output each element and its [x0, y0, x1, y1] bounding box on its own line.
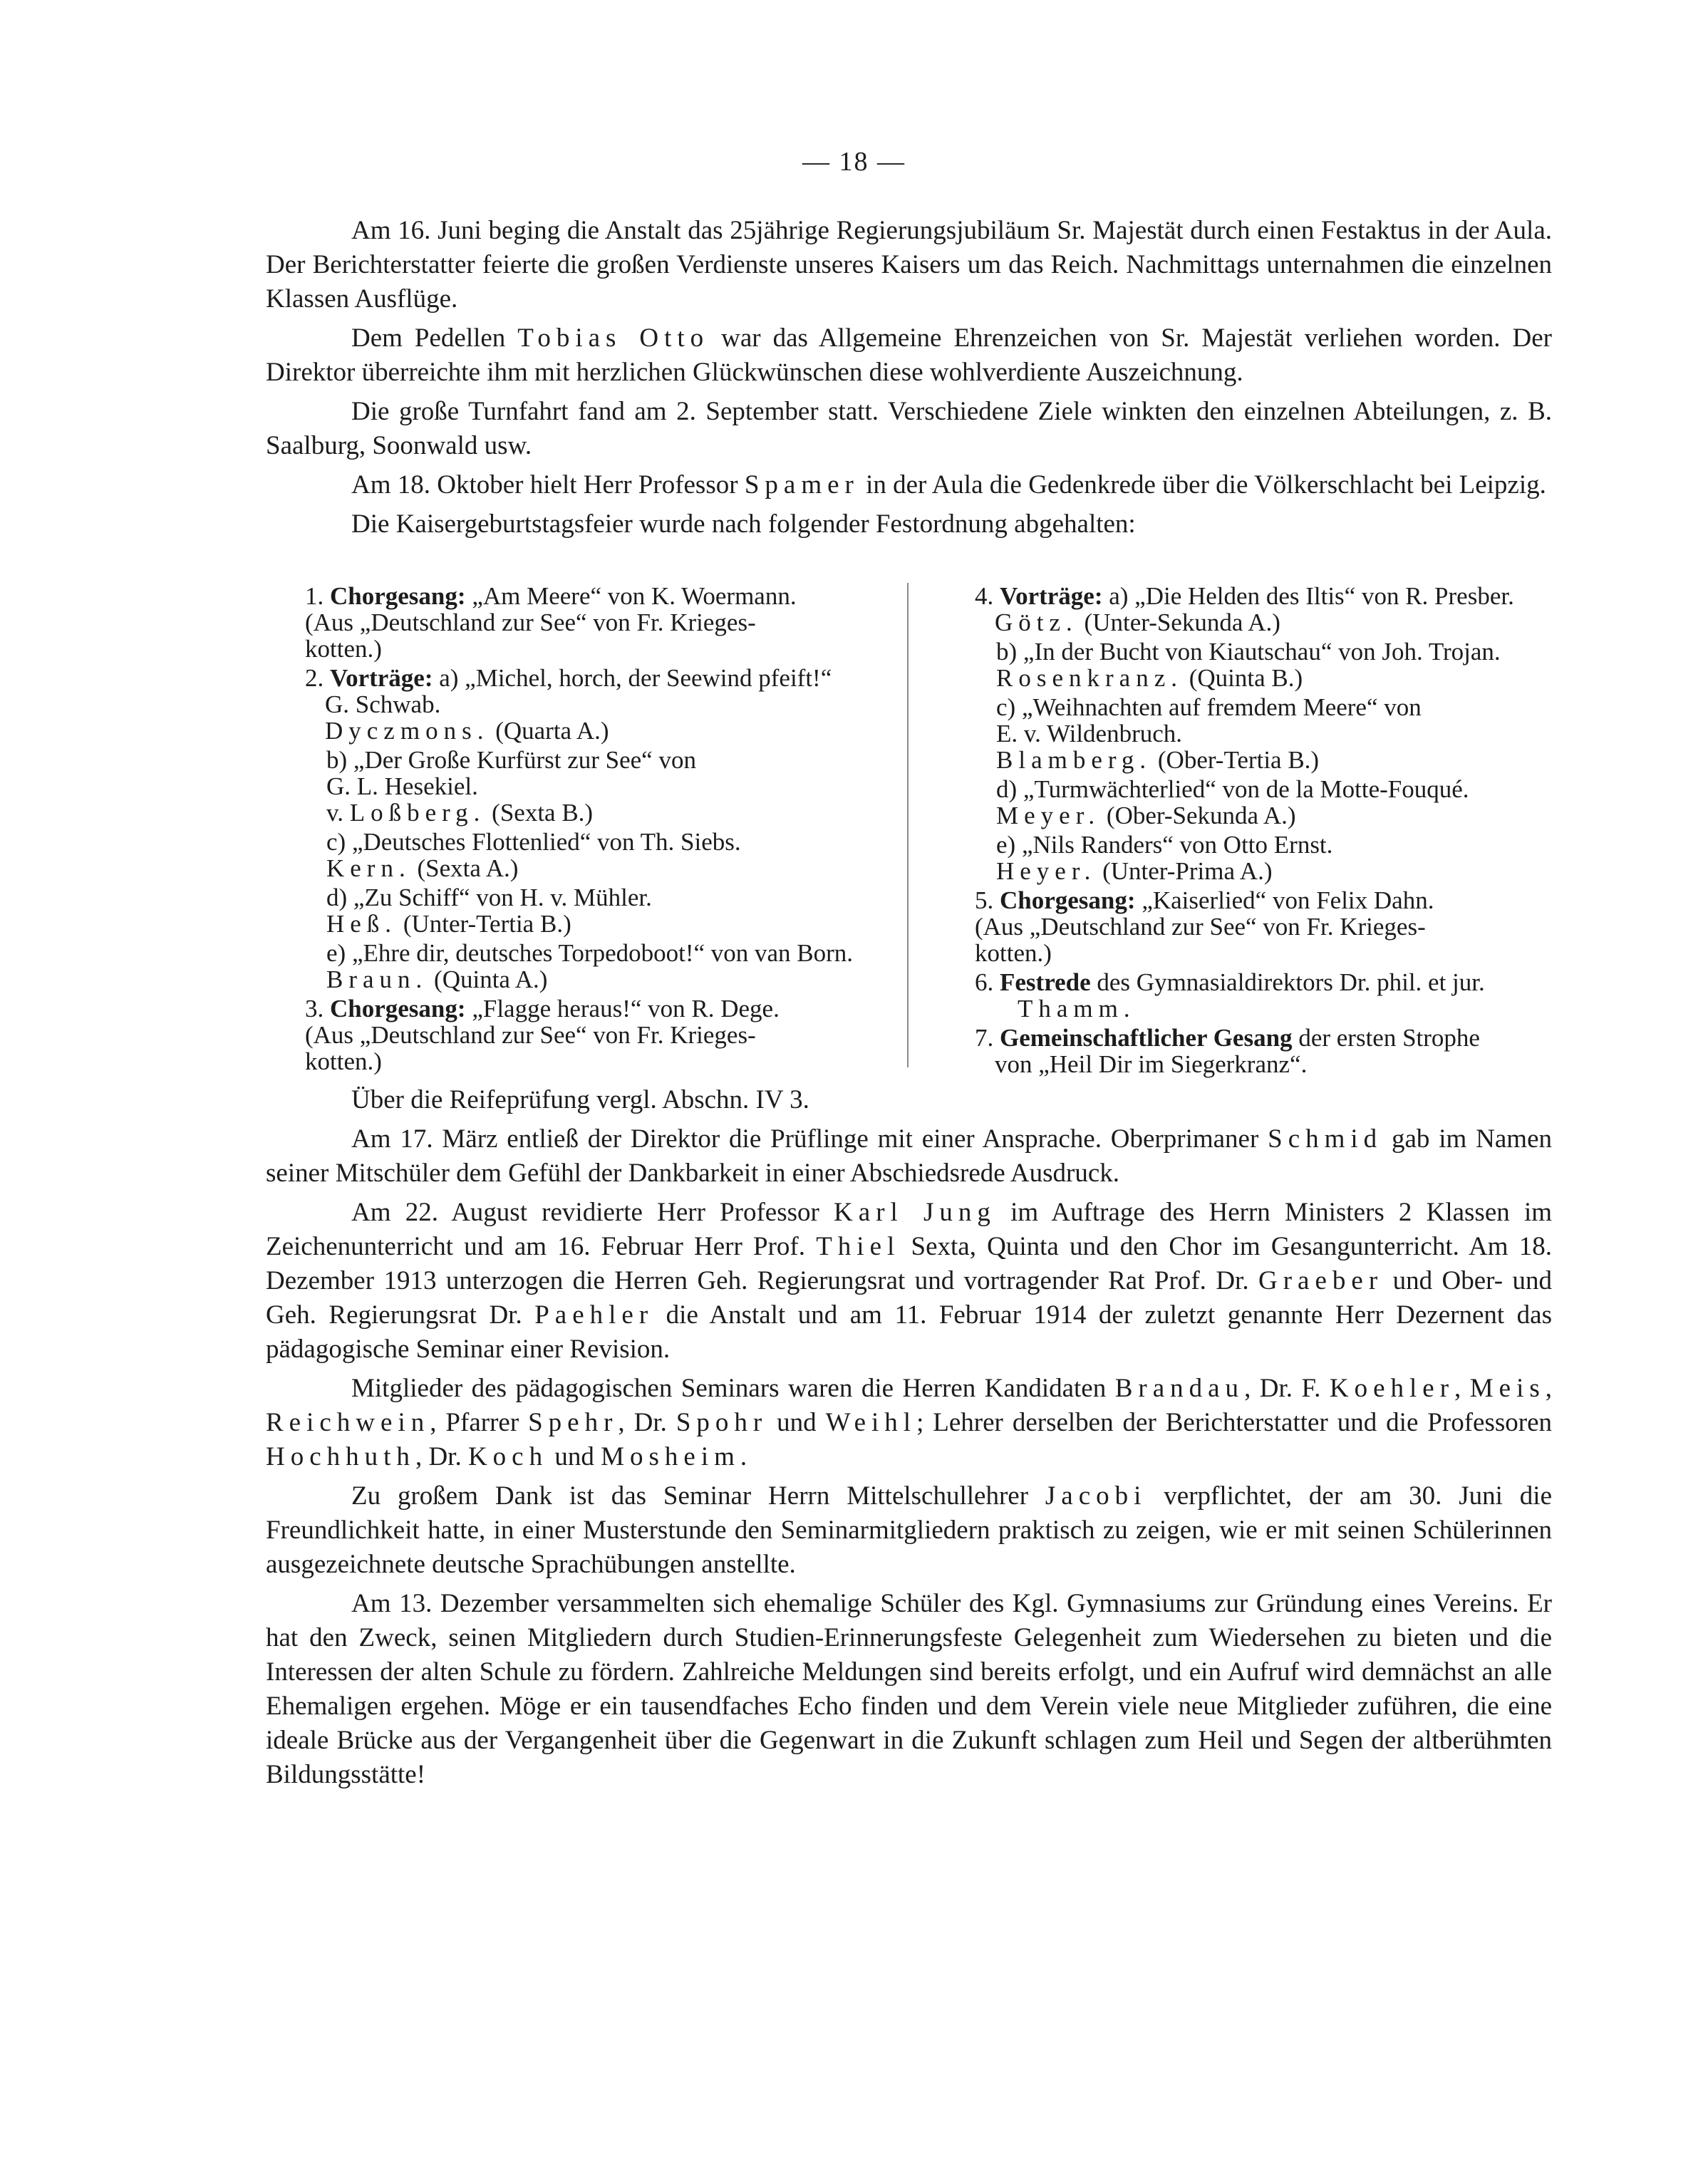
item-text: G. L. Hesekiel. — [326, 772, 478, 800]
item-heading: Gemeinschaftlicher Gesang — [1000, 1024, 1293, 1052]
item-number: 1. — [305, 582, 324, 610]
paragraph-text: Dem Pedellen — [351, 323, 518, 353]
item-number: 7. — [975, 1024, 994, 1052]
item-text: a) „Michel, horch, der Seewind pfeift!“ — [433, 664, 832, 692]
spaced-name: Rosenkranz. — [996, 664, 1183, 692]
sub-label: b) — [326, 746, 348, 774]
spaced-name: Brandau — [1114, 1374, 1245, 1403]
program-item-2c — [269, 829, 882, 881]
spaced-name: Braun. — [326, 965, 428, 993]
sub-label: e) — [996, 831, 1016, 859]
program-item-2e — [269, 940, 882, 993]
spaced-name: Kern. — [326, 854, 411, 882]
item-text: „Flagge heraus!“ von R. Dege. — [465, 995, 780, 1022]
item-text: „In der Bucht von Kiautschau“ von Joh. Trojan. — [1023, 638, 1501, 666]
spaced-name: Heß. — [326, 910, 398, 938]
item-text: „Zu Schiff“ von H. v. Mühler. — [353, 884, 652, 911]
item-number: 6. — [975, 968, 994, 996]
paragraph-text: Mitglieder des pädagogischen Seminars waren die Herren Kandidaten — [351, 1374, 1115, 1403]
spaced-name: Dyczmons. — [325, 717, 490, 745]
item-text: (Ober-Tertia B.) — [1151, 746, 1320, 774]
spaced-name: Heyer. — [996, 857, 1097, 885]
program-item-7 — [939, 1025, 1552, 1077]
spaced-name: Schmid — [1268, 1124, 1383, 1154]
paragraph-text: Am 13. Dezember versammelten sich ehemalige Schüler des Kgl. Gymnasiums zur Gründung eines Vereins. Er hat den Zweck, seinen Mitgliedern durch Studien-Erinnerungsfeste Gelegenheit zum Wiedersehen zu bieten und die Interessen der alten Schule zu fördern. Zahlreiche Meldungen sind bereits erfolgt, und ein Aufruf wird demnächst an alle Ehemaligen ergehen. Möge er ein tausendfaches Echo finden und dem Verein viele neue Mitglieder zuführen, die eine ideale Brücke aus der Vergangenheit über die Gegenwart in die Zukunft schlagen zum Heil und Segen der altberühmten Bildungsstätte! — [266, 1589, 1552, 1789]
item-text: (Sexta A.) — [410, 854, 519, 882]
spaced-name: Tobias Otto — [517, 323, 710, 353]
spaced-name: Weihl — [825, 1408, 917, 1437]
paragraph-text: . — [740, 1442, 747, 1471]
item-text: (Quarta A.) — [489, 717, 609, 745]
sub-label: d) — [326, 884, 348, 911]
item-text: G. Schwab. — [325, 690, 441, 718]
item-number: 5. — [975, 886, 994, 914]
sub-label: b) — [996, 638, 1018, 666]
item-text: kotten.) — [975, 939, 1052, 967]
item-heading: Festrede — [1000, 968, 1091, 996]
item-number: 4. — [975, 582, 994, 610]
item-text: (Unter-Prima A.) — [1096, 857, 1273, 885]
sub-label: d) — [996, 775, 1018, 803]
spaced-name: Loßberg. — [349, 799, 486, 827]
program-item-4 — [939, 583, 1552, 636]
item-heading: Vorträge: — [330, 664, 433, 692]
program-item-4e — [939, 832, 1552, 884]
sub-label: c) — [326, 828, 346, 856]
page-number: — 18 — — [802, 147, 906, 177]
paragraph-text: und Ober- und Geh. Regierungsrat Dr. — [266, 1266, 1552, 1330]
item-text: der ersten Strophe — [1292, 1024, 1480, 1052]
item-text: „Turmwächterlied“ von de la Motte-Fouqué. — [1023, 775, 1469, 803]
paragraph-text: Zu großem Dank ist das Seminar Herrn Mittelschullehrer — [351, 1481, 1045, 1511]
paragraph-text: die Anstalt und am 11. Februar 1914 der zuletzt genannte Herr Dezernent das pädagogische Seminar einer Revision. — [266, 1300, 1552, 1364]
item-text: (Unter-Tertia B.) — [397, 910, 571, 938]
spaced-name: Spohr — [676, 1408, 768, 1437]
spaced-name: Hochhuth — [266, 1442, 415, 1471]
spaced-name: Koehler — [1329, 1374, 1455, 1403]
item-text: a) „Die Helden des Iltis“ von R. Presber. — [1102, 582, 1514, 610]
item-text: (Sexta B.) — [485, 799, 594, 827]
item-text: kotten.) — [305, 1047, 382, 1075]
item-text: E. v. Wildenbruch. — [996, 720, 1183, 747]
paragraph-text: Über die Reifeprüfung vergl. Abschn. IV 3. — [351, 1085, 809, 1114]
paragraph-text: und — [767, 1408, 826, 1437]
item-text: „Nils Randers“ von Otto Ernst. — [1021, 831, 1333, 859]
item-text: des Gymnasialdirektors Dr. phil. et jur. — [1090, 968, 1485, 996]
sub-label: c) — [996, 693, 1016, 721]
item-text: „Weihnachten auf fremdem Meere“ von — [1021, 693, 1422, 721]
item-text: v. — [326, 799, 350, 827]
item-text: „Ehre dir, deutsches Torpedoboot!“ von van Born. — [351, 939, 854, 967]
paragraph-seminar — [266, 1372, 1552, 1474]
item-heading: Chorgesang: — [1000, 886, 1136, 914]
program-item-3 — [269, 995, 882, 1075]
paragraph-text: im Auftrage des Herrn Ministers 2 Klassen im Zeichenunterricht und am 16. Februar Herr Prof. — [266, 1198, 1553, 1261]
item-text: von „Heil Dir im Siegerkranz“. — [995, 1050, 1308, 1078]
program-item-5 — [939, 887, 1552, 966]
paragraph-text: , Pfarrer — [430, 1408, 529, 1437]
paragraph-text: verpflichtet, der am 30. Juni die Freundlichkeit hatte, in einer Musterstunde den Seminarmitgliedern praktisch zu zeigen, wie er mit seinen Schülerinnen ausgezeichnete deutsche Sprachübungen anstellte. — [266, 1481, 1552, 1579]
spaced-name: Graeber — [1258, 1266, 1384, 1295]
item-text: (Aus „Deutschland zur See“ von Fr. Krieges- — [305, 1021, 756, 1049]
item-text: (Unter-Sekunda A.) — [1077, 609, 1280, 636]
spaced-name: Thiel — [816, 1232, 901, 1261]
paragraph-revision — [266, 1196, 1552, 1367]
spaced-name: Mosheim — [601, 1442, 740, 1471]
program-item-2d — [269, 884, 882, 937]
program-left-column — [269, 583, 882, 1077]
item-text: (Quinta B.) — [1182, 664, 1303, 692]
item-text: „Deutsches Flottenlied“ von Th. Siebs. — [351, 828, 741, 856]
paragraph-text: Am 22. August revidierte Herr Professor — [351, 1198, 834, 1227]
paragraph-text: Die Kaisergeburtstagsfeier wurde nach folgender Festordnung abgehalten: — [351, 509, 1136, 539]
paragraph-text: und — [548, 1442, 601, 1471]
paragraph-text: Am 18. Oktober hielt Herr Professor — [351, 470, 745, 499]
paragraph-festordnung-intro — [266, 507, 1552, 542]
item-text: (Quinta A.) — [428, 965, 548, 993]
paragraph-pedell — [266, 321, 1552, 390]
program-item-4b — [939, 638, 1552, 691]
item-text: „Kaiserlied“ von Felix Dahn. — [1135, 886, 1434, 914]
upper-text-block — [266, 214, 1552, 547]
program-item-2b — [269, 747, 882, 826]
program-item-4c — [939, 694, 1552, 773]
paragraph-text: , Dr. — [618, 1408, 676, 1437]
item-heading: Vorträge: — [1000, 582, 1103, 610]
paragraph-text: Am 17. März entließ der Direktor die Prüflinge mit einer Ansprache. Oberprimaner — [351, 1124, 1268, 1154]
spaced-name: Paehler — [534, 1300, 654, 1330]
spaced-name: Spehr — [528, 1408, 618, 1437]
item-number: 2. — [305, 664, 324, 692]
program-item-4d — [939, 776, 1552, 829]
paragraph-verein — [266, 1587, 1552, 1792]
spaced-name: Thamm. — [1018, 995, 1136, 1022]
paragraph-text: Am 16. Juni beging die Anstalt das 25jährige Regierungsjubiläum Sr. Majestät durch einen Festaktus in der Aula. Der Berichterstatter feierte die großen Verdienste unseres Kaisers um das Reich. Nachmittags unternahmen die einzelnen Klassen Ausflüge. — [266, 216, 1552, 314]
spaced-name: Karl Jung — [834, 1198, 996, 1227]
paragraph-text: , — [1545, 1374, 1553, 1403]
paragraph-text: ; Lehrer derselben der Berichterstatter und die Professoren — [916, 1408, 1552, 1437]
item-heading: Chorgesang: — [330, 582, 466, 610]
item-heading: Chorgesang: — [330, 995, 466, 1022]
paragraph-text: gab im Namen seiner Mitschüler dem Gefühl der Dankbarkeit in einer Abschiedsrede Ausdruck. — [266, 1124, 1552, 1188]
program-item-1 — [269, 583, 882, 662]
item-text: „Am Meere“ von K. Woermann. — [465, 582, 797, 610]
item-number: 3. — [305, 995, 324, 1022]
item-text: „Der Große Kurfürst zur See“ von — [353, 746, 696, 774]
sub-label: e) — [326, 939, 346, 967]
paragraph-reifepruefung — [266, 1083, 1552, 1117]
lower-text-block — [266, 1083, 1552, 1797]
paragraph-text: in der Aula die Gedenkrede über die Völkerschlacht bei Leipzig. — [859, 470, 1546, 499]
spaced-name: Meyer. — [996, 802, 1101, 829]
spaced-name: Götz. — [995, 609, 1078, 636]
paragraph-text: , Dr. F. — [1244, 1374, 1330, 1403]
paragraph-jubilee — [266, 214, 1552, 316]
spaced-name: Koch — [467, 1442, 549, 1471]
program-right-column — [939, 583, 1552, 1080]
item-text: (Aus „Deutschland zur See“ von Fr. Krieges- — [975, 913, 1426, 941]
spaced-name: Reichwein — [266, 1408, 430, 1437]
paragraph-text: war das Allgemeine Ehrenzeichen von Sr. Majestät verliehen worden. Der Direktor überreichte ihm mit herzlichen Glückwünschen diese wohlverdiente Auszeichnung. — [266, 323, 1552, 387]
paragraph-text: Sexta, Quinta und den Chor im Gesangunterricht. Am 18. Dezember 1913 unterzogen die Herren Geh. Regierungsrat und vortragender Rat Prof. Dr. — [266, 1232, 1553, 1295]
spaced-name: Spamer — [744, 470, 859, 499]
item-text: (Ober-Sekunda A.) — [1100, 802, 1296, 829]
program-item-6 — [939, 969, 1552, 1022]
item-text: (Aus „Deutschland zur See“ von Fr. Krieges- — [305, 609, 756, 636]
paragraph-text: , Dr. — [415, 1442, 468, 1471]
program-item-2 — [269, 665, 882, 744]
paragraph-gedenkrede — [266, 468, 1552, 502]
spaced-name: Meis — [1469, 1374, 1546, 1403]
spaced-name: Jacobi — [1045, 1481, 1147, 1511]
spaced-name: Blamberg. — [996, 746, 1152, 774]
column-divider — [907, 583, 909, 1067]
paragraph-abschied — [266, 1122, 1552, 1191]
paragraph-text: , — [1454, 1374, 1470, 1403]
paragraph-jacobi — [266, 1479, 1552, 1582]
paragraph-turnfahrt — [266, 395, 1552, 463]
item-text: kotten.) — [305, 635, 382, 663]
paragraph-text: Die große Turnfahrt fand am 2. September statt. Verschiedene Ziele winkten den einzelnen Abteilungen, z. B. Saalburg, Soonwald usw. — [266, 397, 1552, 460]
